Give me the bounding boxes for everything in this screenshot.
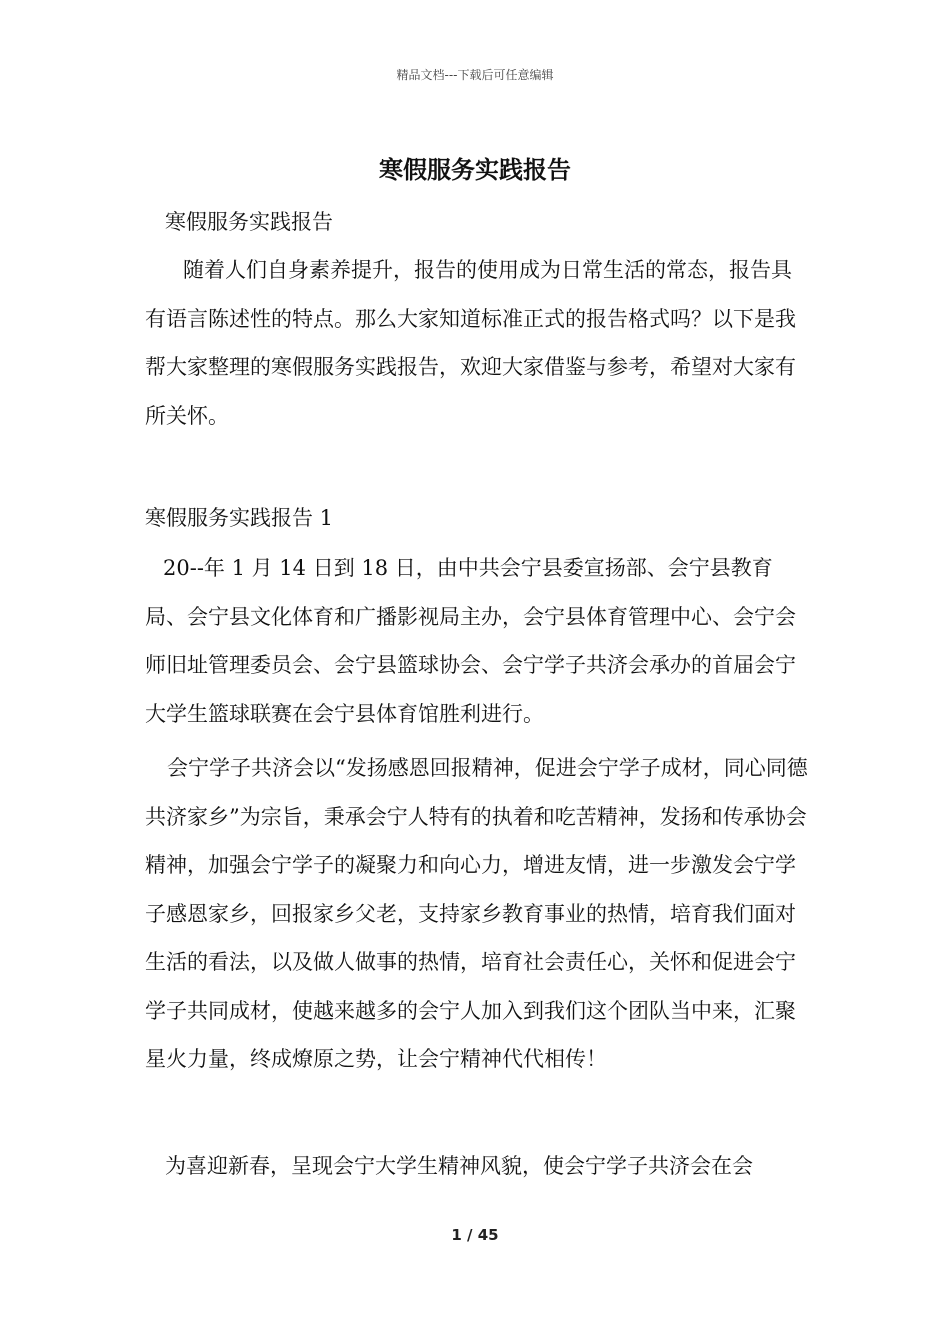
document-title: 寒假服务实践报告 (379, 155, 571, 184)
body-paragraph: 会宁学子共济会以“发扬感恩回报精神，促进会宁学子成材，同心同德共济家乡”为宗旨，秉承会宁人特有的执着和吃苦精神，发扬和传承协会精神，加强会宁学子的凝聚力和向心力，增进友情，进一步激发会宁学子感恩家乡，回报家乡父老，支持家乡教育事业的热情，培育我们面对生活的看法，以及做人做事的热情，培育社会责任心，关怀和促进会宁学子共同成材，使越来越多的会宁人加入到我们这个团队当中来，汇聚星火力量，终成燎原之势，让会宁精神代代相传！ (145, 756, 808, 1071)
page-number: 1 / 45 (451, 1226, 499, 1244)
document-subtitle: 寒假服务实践报告 (165, 210, 333, 234)
section-heading: 寒假服务实践报告 1 (145, 506, 334, 530)
body-paragraph: 为喜迎新春，呈现会宁大学生精神风貌，使会宁学子共济会在会 (165, 1154, 753, 1178)
header-note: 精品文档---下载后可任意编辑 (396, 68, 554, 82)
intro-paragraph: 随着人们自身素养提升，报告的使用成为日常生活的常态，报告具有语言陈述性的特点。那么大家知道标准正式的报告格式吗？以下是我帮大家整理的寒假服务实践报告，欢迎大家借鉴与参考，希望对大家有所关怀。 (145, 258, 796, 428)
body-paragraph: 20--年 1 月 14 日到 18 日，由中共会宁县委宣扬部、会宁县教育局、会宁县文化体育和广播影视局主办，会宁县体育管理中心、会宁会师旧址管理委员会、会宁县篮球协会、会宁学子共济会承办的首届会宁大学生篮球联赛在会宁县体育馆胜利进行。 (145, 556, 796, 726)
